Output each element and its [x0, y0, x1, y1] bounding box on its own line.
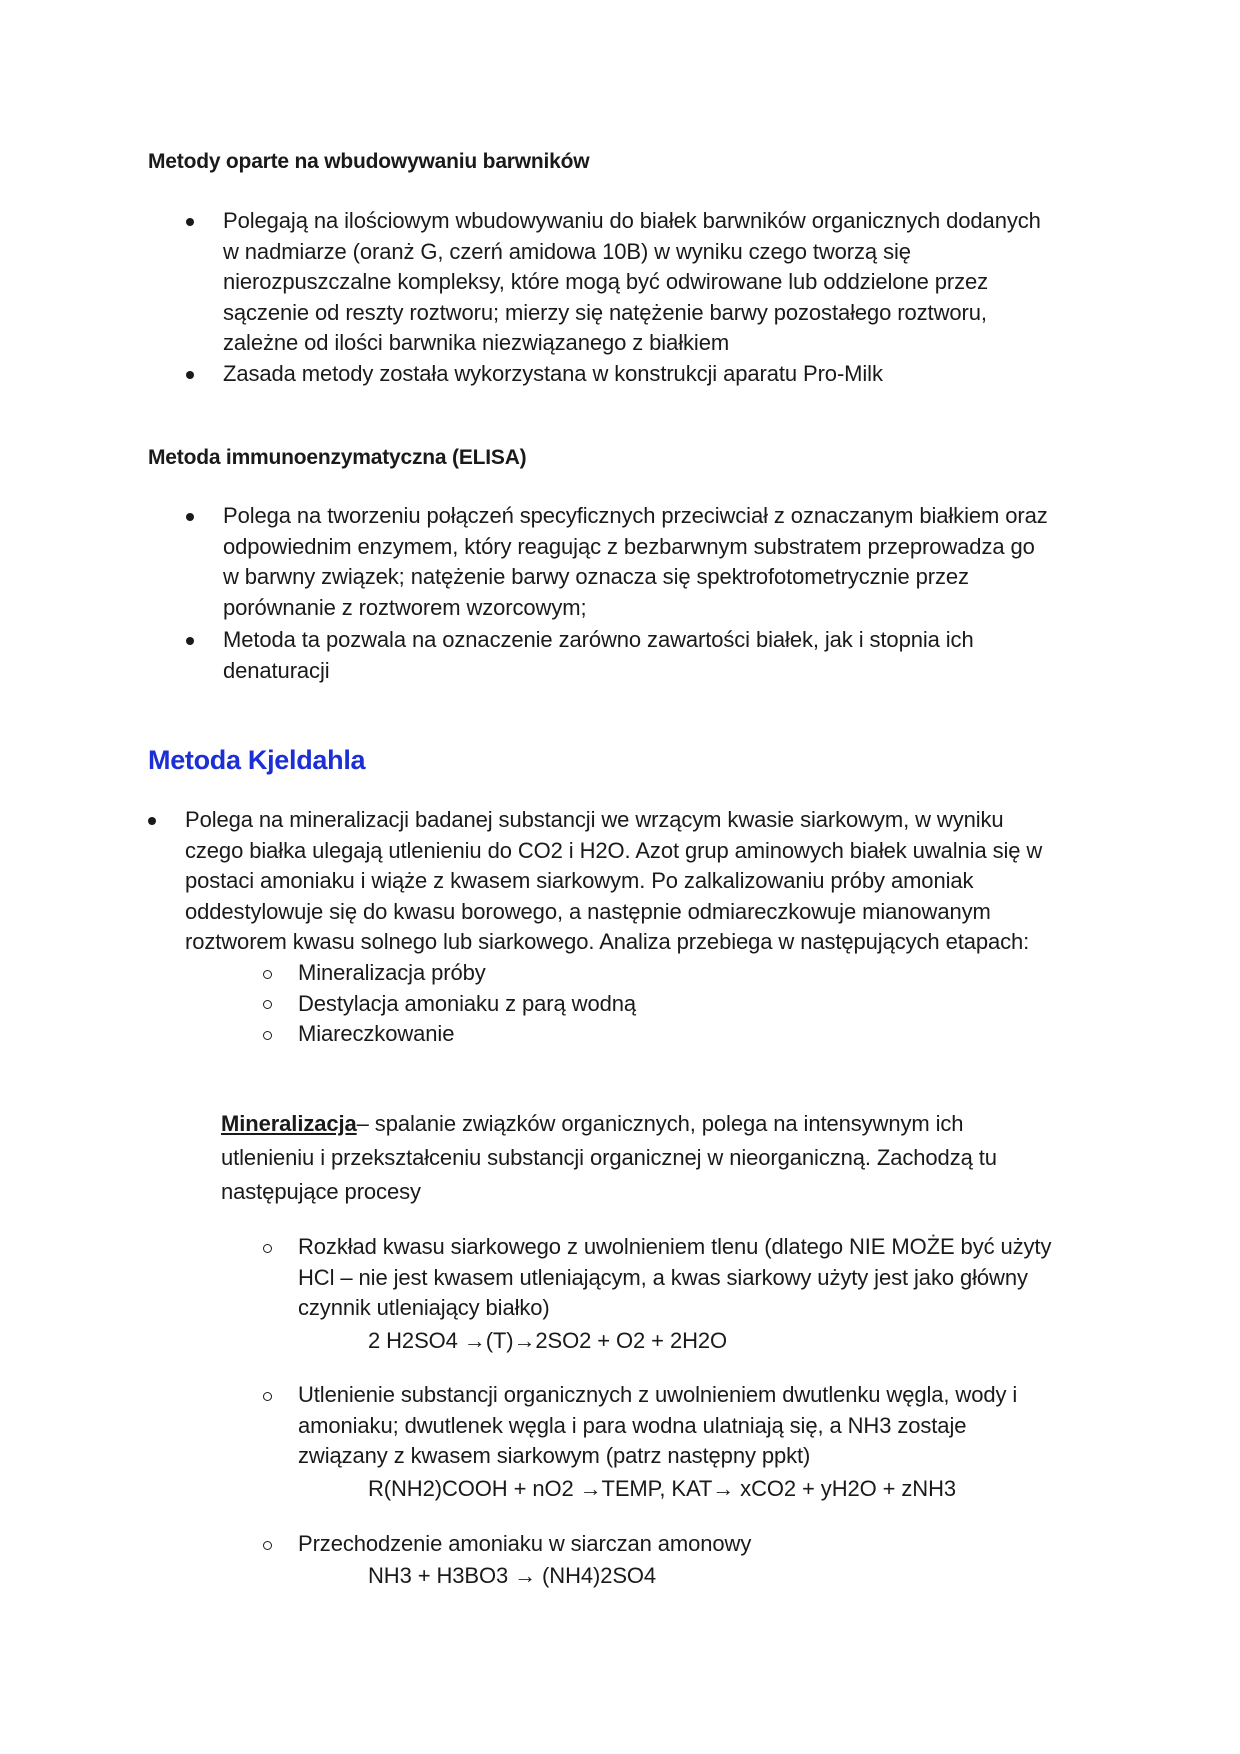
text-line: utlenieniu i przekształceniu substancji organicznej w nieorganiczną. Zachodzą tu: [221, 1145, 997, 1170]
circle-bullet-icon: [263, 970, 272, 979]
text-line: odpowiednim enzymem, który reagując z bezbarwnym substratem przeprowadza go: [223, 533, 1035, 559]
section-heading-elisa: Metoda immunoenzymatyczna (ELISA): [148, 446, 527, 469]
bullet-dot-icon: [148, 817, 156, 825]
mineralization-term: Mineralizacja: [221, 1111, 357, 1136]
text-line: Rozkład kwasu siarkowego z uwolnieniem tlenu (dlatego NIE MOŻE być użyty: [298, 1234, 1052, 1259]
text-line: Zasada metody została wykorzystana w konstrukcji aparatu Pro-Milk: [223, 361, 883, 386]
section-heading-kjeldahl: Metoda Kjeldahla: [148, 745, 366, 775]
stage-item: Mineralizacja próby: [298, 960, 486, 985]
stage-item: Miareczkowanie: [298, 1021, 455, 1047]
formula: NH3 + H3BO3 → (NH4)2SO4: [368, 1563, 657, 1588]
text-line: porównanie z roztworem wzorcowym;: [223, 594, 587, 620]
text-line: związany z kwasem siarkowym (patrz następny ppkt): [298, 1443, 811, 1469]
text-line: Polegają na ilościowym wbudowywaniu do białek barwników organicznych dodanych: [223, 208, 1041, 233]
text-line: oddestylowuje się do kwasu borowego, a następnie odmiareczkowuje mianowanym: [185, 898, 991, 924]
text-line: postaci amoniaku i wiąże z kwasem siarkowym. Po zalkalizowaniu próby amoniak: [185, 868, 974, 894]
text-line: Polega na tworzeniu połączeń specyficznych przeciwciał z oznaczanym białkiem oraz: [223, 503, 1048, 528]
section-heading-dyes: Metody oparte na wbudowywaniu barwników: [148, 150, 590, 173]
stage-item: Destylacja amoniaku z parą wodną: [298, 990, 636, 1016]
text-line: Metoda ta pozwala na oznaczenie zarówno zawartości białek, jak i stopnia ich: [223, 627, 974, 652]
bullet-dot-icon: [186, 218, 194, 226]
text-line: w barwny związek; natężenie barwy oznacza się spektrofotometrycznie przez: [223, 564, 969, 590]
circle-bullet-icon: [263, 1000, 272, 1009]
bullet-dot-icon: [186, 371, 194, 379]
text-line: amoniaku; dwutlenek węgla i para wodna ulatniają się, a NH3 zostaje: [298, 1412, 967, 1438]
text-line: Utlenienie substancji organicznych z uwolnieniem dwutlenku węgla, wody i: [298, 1382, 1018, 1407]
text-line: czynnik utleniający białko): [298, 1295, 550, 1321]
text-line: zależne od ilości barwnika niezwiązanego z białkiem: [223, 330, 730, 356]
formula: R(NH2)COOH + nO2 →TEMP, KAT→ xCO2 + yH2O + zNH3: [368, 1476, 957, 1501]
mineralization-definition: – spalanie związków organicznych, polega na intensywnym ich: [356, 1111, 964, 1136]
bullet-dot-icon: [186, 513, 194, 521]
text-line: Przechodzenie amoniaku w siarczan amonowy: [298, 1531, 752, 1556]
text-line: HCl – nie jest kwasem utleniającym, a kwas siarkowy użyty jest jako główny: [298, 1264, 1028, 1290]
circle-bullet-icon: [263, 1392, 272, 1401]
text-line: czego białka ulegają utlenieniu do CO2 i H2O. Azot grup aminowych białek uwalnia się w: [185, 837, 1043, 863]
circle-bullet-icon: [263, 1541, 272, 1550]
circle-bullet-icon: [263, 1244, 272, 1253]
bullet-dot-icon: [186, 637, 194, 645]
mineralization-line-1: [221, 1107, 963, 1141]
text-line: denaturacji: [223, 657, 330, 683]
text-line: sączenie od reszty roztworu; mierzy się natężenie barwy pozostałego roztworu,: [223, 299, 987, 325]
text-line: w nadmiarze (oranż G, czerń amidowa 10B) w wyniku czego tworzą się: [223, 238, 911, 264]
circle-bullet-icon: [263, 1031, 272, 1040]
text-line: nierozpuszczalne kompleksy, które mogą być odwirowane lub oddzielone przez: [223, 269, 989, 295]
text-line: następujące procesy: [221, 1179, 421, 1204]
text-line: roztworem kwasu solnego lub siarkowego. Analiza przebiega w następujących etapach:: [185, 929, 1030, 955]
text-line: Polega na mineralizacji badanej substancji we wrzącym kwasie siarkowym, w wyniku: [185, 807, 1004, 832]
formula: 2 H2SO4 →(T)→2SO2 + O2 + 2H2O: [368, 1328, 728, 1353]
